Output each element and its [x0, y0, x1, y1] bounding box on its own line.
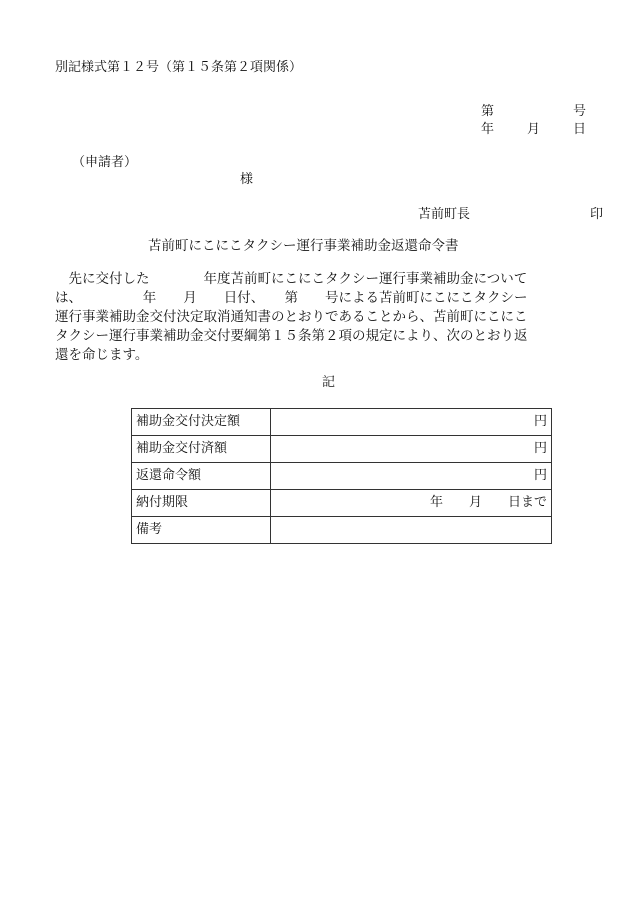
body-line: は、 年 月 日付、 第 号による苫前町にこにこタクシー: [55, 290, 528, 306]
table-label: 補助金交付済額: [132, 436, 271, 463]
doc-number-prefix: 第: [481, 104, 495, 119]
doc-date-day: 日: [573, 122, 587, 137]
ki-heading: 記: [322, 375, 336, 390]
honorific-sama: 様: [240, 172, 254, 187]
table-row: [132, 517, 552, 544]
table-value: 円: [271, 463, 552, 490]
table-value: 円: [271, 436, 552, 463]
body-paragraph: [55, 270, 605, 365]
body-line: 運行事業補助金交付決定取消通知書のとおりであることから、苫前町にこにこ: [55, 309, 528, 325]
body-line: 先に交付した 年度苫前町にこにこタクシー運行事業補助金について: [55, 271, 528, 287]
table-value: [271, 517, 552, 544]
table-label: 納付期限: [132, 490, 271, 517]
table-value: 年 月 日まで: [271, 490, 552, 517]
doc-number-suffix: 号: [573, 104, 587, 119]
issuer-title: 苫前町長: [418, 207, 471, 222]
table-label: 補助金交付決定額: [132, 409, 271, 436]
refund-table: [131, 408, 552, 544]
doc-date-month: 月: [527, 122, 541, 137]
document-title: 苫前町にこにこタクシー運行事業補助金返還命令書: [148, 238, 459, 254]
table-value: 円: [271, 409, 552, 436]
table-row: [132, 463, 552, 490]
table-label: 備考: [132, 517, 271, 544]
table-row: [132, 409, 552, 436]
table-row: [132, 436, 552, 463]
body-line: タクシー運行事業補助金交付要綱第１５条第２項の規定により、次のとおり返: [55, 328, 528, 344]
table-row: [132, 490, 552, 517]
doc-date-year: 年: [481, 122, 495, 137]
table-label: 返還命令額: [132, 463, 271, 490]
issuer-seal: 印: [590, 207, 604, 222]
body-line: 還を命じます。: [55, 347, 149, 363]
form-number: 別記様式第１２号（第１５条第２項関係）: [55, 60, 303, 75]
applicant-label: （申請者）: [72, 155, 138, 170]
